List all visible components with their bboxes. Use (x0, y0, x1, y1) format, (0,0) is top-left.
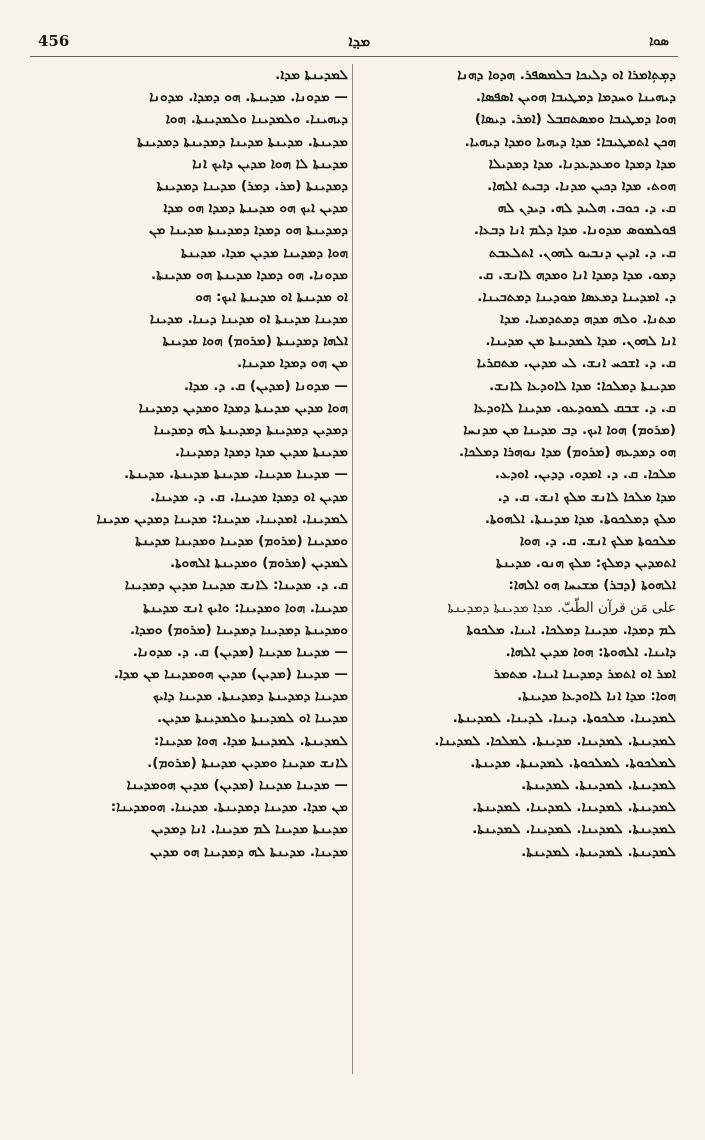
text-line: ܗܘܐ ܕܡܕܝܢܐ ܡܕܝܢ ܡܕܐ. ܡܕܝܢܬܐ (180, 244, 348, 261)
text-line: ܐܠܗܘܬܐ (ܕܒܪ) ܡܫܝܚܐ ܗܘ ܐܠܗܐ: (508, 577, 676, 594)
text-line: ܠܡ ܕܡܕܐ. ܡܕܝܢܐ ܕܡܠܟܐ. ܐܝܢܐ. ܡܠܟܘܬܐ (466, 621, 676, 638)
text-line: ܠܡܕܝܢܐ. ܐܡܕܝܢܐ. ܡܕܝܢܐ: ܡܕܝܢܐ ܕܡܕܝܢ ܡܕܝܢܐ (96, 510, 348, 527)
text-line: ܡܕܝܢܐ. ܡܕܝܢܬܐ ܠܗ ܕܡܕܝܢܐ ܗܘ ܡܕܝܢ (150, 843, 348, 860)
text-line: ܗܘܬ. ܡܕܐ ܕܟܝܢ ܡܕܢܐ. ܕܒܝܬ ܐܠܗܐ. (487, 177, 676, 194)
text-line: ܦܘܠܡܘܣ ܡܕܘܢܐ. ܡܕܐ ܕܠܡ ܐܢܐ ܕܒܥܐ. (473, 222, 676, 239)
text-line: ܡܕܘܢܐ. ܗܘ ܕܡܕܐ ܡܕܝܢܬܐ ܗܘ ܡܕܝܢܬܐ. (151, 266, 348, 283)
text-line: ܡܕܝܢܬܐ. ܡܕܝܢܬܐ ܡܕܝܢܐ ܕܡܕܝܢܬܐ ܕܡܕܝܢܬܐ (137, 133, 348, 150)
text-line: ܡܕܝܢܐ ܡܕܝܢܬܐ ܐܘ ܡܕܝܢܐ ܕܝܢܐ. ܡܕܝܢܐ (149, 311, 348, 328)
text-line: ܩ. ܕ. ܟܘܒ. ܗܠܝܕ ܠܗ. ܕܝܕܢ ܠܗ (497, 200, 676, 217)
text-line: ܗܘܐ: ܡܕܐ ܐܢܐ ܠܐܘܕܥܐ ܡܕܝܢܬܐ. (517, 688, 676, 705)
catchword: ܣܘܐ (649, 33, 669, 49)
text-line: ܕܡܼܬܼܐܡܪܐ ܐܘ ܕܠܝܟܐ ܒܠܡܣܦܪ. ܗܕܘܐ ܕܗܢܐ (457, 67, 676, 83)
text-line: ܐܬܡܕܝܢ ܕܡܠܟ: ܡܠܟ ܗܢܘ. ܡܕܝܢܬܐ (495, 555, 676, 572)
text-line: ܕܡܘ. ܡܕܐ ܕܡܕܐ ܐܢܐ ܘܡܕܗ ܠܐܢܫ. ܩ. (477, 266, 676, 283)
text-line: (ܡܪܘܡ) ܗܘܐ ܐܝܟ. ܕܒ ܡܕܝܢܐ ܡܢ ܡܕܢܚܐ (463, 422, 676, 438)
text-line: ܐܡܪ ܐܘ ܐܬܡܪ ܕܡܕܝܢܐ ܐܝܢܐ. ܡܬܡܪ (493, 666, 676, 683)
text-line: ܡܕܝܢܬܐ ܠܐ ܗܘܐ ܡܕܝܢ ܕܐܝܟ ܐܢܐ (192, 155, 348, 172)
text-line: ܩ. ܕ. ܐܫܟܚ ܐܢܫ. ܠܝ ܡܕܝܢ. ܡܬܩܪܝܐ (476, 355, 676, 372)
text-line: ܠܡܠܟܘܬܐ. ܠܡܠܟܘܬܐ. ܠܡܕܝܢܬܐ. ܡܕܝܢܬܐ. (470, 754, 676, 771)
text-line: ܡܕܝܢ ܐܘ ܕܡܕܐ ܡܕܝܢܐ. ܩ. ܕ. ܡܕܝܢܐ. (150, 488, 348, 505)
left-column (30, 64, 348, 1074)
text-line: ܡܕܝܢܐ ܕܡܕܝܢܬܐ ܕܡܕܝܢܬܐ. ܡܕܝܢܐ ܕܐܝܟ (153, 688, 348, 705)
text-line: ܡܕܝܢ ܐܝܟ ܗܘ ܡܕܝܢܬܐ ܕܡܕܐ ܗܘ ܡܕܐ (163, 200, 348, 217)
text-line: ܗܘ ܕܡܕܥܗ (ܡܪܘܡ) ܡܕܐ ܢܘܗܪܐ ܕܡܠܟܐ. (458, 444, 676, 461)
text-line: ܡܬܢܐ. ܘܠܗ ܡܕܗ ܕܡܬܕܡܝܐ. ܡܕܐ (500, 311, 676, 328)
text-line: ܡܠܟ ܕܡܠܟܘܬܐ. ܡܕܐ ܡܕܝܢܬܐ. ܐܠܗܘܬܐ. (484, 510, 676, 527)
text-line: ܠܡܕܝܢܬܐ. ܠܡܕܝܢܬܐ. ܠܡܕܝܢܬܐ. (521, 777, 676, 793)
text-line: ܕܡܕܝܢܬܐ ܗܘ ܕܡܕܐ ܕܡܕܝܢܬܐ ܡܕܝܢܐ ܡܢ (149, 222, 348, 239)
column-divider (352, 64, 353, 1074)
text-line: ܐܘ ܡܕܝܢܬܐ ܐܘ ܡܕܝܢܬܐ ܐܝܟ: ܗܘ (195, 288, 348, 305)
text-line: ܩ. ܕ. ܫܒܩ ܠܡܘܕܥܘ. ܡܕܝܢܐ ܠܐܘܕܥܐ (473, 399, 676, 416)
text-line: ܘܡܕܝܢܐ (ܡܪܘܡ) ܡܕܝܢܐ ܘܡܕܝܢܐ ܡܕܝܢܬܐ (135, 532, 348, 549)
text-line: — ܡܕܝܢܐ ܡܕܝܢܐ. ܡܕܝܢܬܐ ܡܕܝܢܬܐ. ܡܕܝܢܬܐ. (124, 466, 348, 483)
running-title: ܡܕ݂ܐ (348, 32, 371, 50)
text-line: ܡܢ ܡܕܐ. ܡܕܝܢܐ ܕܡܕܝܢܬܐ. ܡܕܝܢܐ. ܗܘܡܕܝܢܐ: (110, 799, 348, 816)
text-line: ܕܝܗܝܢܐ ܘܚܕܡܐ ܕܡܛܝܒܐ ܗܘܝܢ ܐܣܦܣܐ. (475, 89, 676, 106)
text-line: — ܡܕܘܢܐ (ܡܕܝܢ) ܩ. ܕ. ܡܕܐ. (183, 377, 348, 394)
text-line: ܗܟܢ ܐܬܡܛܝܒܐ: ܡܕܐ ܕܝܗܝܐ ܘܡܕܐ ܕܝܗܝܐ. (464, 133, 676, 150)
text-line: ܗܘܐ ܕܡܛܝܒܐ ܘܡܣܬܩܒܠ (ܐܡܪ. ܕܝܣܐ) (474, 111, 676, 128)
text-line: على مَن قرآن الطّبّ. ܡܕܐ ܡܕܝܢܬܐ ܕܡܕܝܢܬܐ (447, 599, 676, 616)
text-line: ܕܡܕܝܢ ܕܡܕܝܢܬܐ ܕܡܕܝܢܬܐ ܠܗ ܕܡܕܝܢܐ (153, 422, 348, 438)
text-line: ܠܡܕܝܢ (ܡܪܘܡ) ܘܡܕܝܢܬܐ ܐܠܗܘܬܐ. (169, 555, 348, 572)
text-line: ܕܐܝܢܐ. ܐܠܗܘܬܐ: ܗܘܐ ܡܕܝܢ ܐܠܗܐ. (505, 643, 676, 660)
text-line: ܠܡܕܝܢܬܐ. ܠܡܕܝܢܬܐ ܡܕܐ. ܗܘܐ ܡܕܝܢܐ: (153, 732, 348, 749)
page-header (38, 28, 669, 54)
text-line: — ܡܕܝܢܐ ܡܕܝܢܐ (ܡܕܝܢ) ܩ. ܕ. ܡܕܘܢܐ. (132, 643, 348, 660)
text-line: ܡܕܝܢܐ. ܗܘܐ ܘܡܕܝܢܐ: ܘܐܝܟ ܐܢܫ ܡܕܝܢܬܐ (143, 599, 348, 616)
text-line: ܡܕܝܢܬܐ ܡܕܝܢܐ ܠܡ ܡܕܝܢܐ. ܐܢܐ ܕܡܕܝܢ (151, 821, 348, 838)
text-line: ܠܡܕܝܢܐ. ܡܠܟܘܬܐ. ܕܝܢܐ. ܠܕܝܢܐ. ܠܡܕܝܢܬܐ. (452, 710, 676, 727)
text-line: ܘܡܕܝܢܬܐ ܕܡܕܝܢܐ ܕܡܕܝܢܐ (ܡܪܘܡ) ܘܡܕܐ. (130, 621, 348, 638)
page-number: 456 (38, 32, 70, 50)
text-line: ܩ. ܕ. ܐܕܝܢ ܕܢܒܝܘ ܠܗܘܢ. ܐܬܠܥܒܬ (488, 244, 676, 261)
text-line: ܡܕܝܢܐ ܐܘ ܠܡܕܝܢܬܐ ܘܠܡܕܝܢܬܐ ܡܕܝܢ. (156, 710, 348, 727)
text-line: ܩ. ܕ. ܡܕܝܢܐ: ܠܐܢܫ ܡܕܝܢܐ ܡܕܝܢ ܕܡܕܝܢܐ (124, 577, 348, 594)
text-line: ܡܕܝܢܬܐ ܡܕܝܢ ܡܕܐ ܕܡܕܐ ܕܡܕܝܢܐ. (174, 444, 348, 461)
text-line: — ܡܕܝܢܐ ܡܕܝܢܐ (ܡܕܝܢ) ܡܕܝܢ ܗܘܡܕܝܢܐ (126, 777, 348, 793)
text-line: ܕܝܗܝܢܐ. ܘܠܡܕܝܢܐ ܘܠܡܕܝܢܬܐ. ܗܘܐ (165, 111, 348, 128)
text-line: ܠܡܕܝܢܬܐ. ܠܡܕܝܢܬܐ. ܠܡܕܝܢܬܐ. (521, 843, 676, 860)
text-line: ܠܐܢܫ ܡܕܝܢܐ ܘܡܕܝܢ ܡܕܝܢܬܐ (ܡܪܘܡ). (147, 754, 348, 771)
text-line: ܐܢܐ ܠܗܘܢ. ܡܕܐ ܠܡܕܝܢܬܐ ܡܢ ܡܕܝܢܐ. (485, 333, 676, 350)
text-line: ܠܡܕܝܢܬܐ. ܠܡܕܝܢܐ. ܠܡܕܝܢܐ. ܠܡܕܝܢܬܐ. (472, 821, 676, 838)
text-line: — ܡܕܘܢܐ. ܡܕܝܢܬܐ. ܗܘ ܕܡܕܐ. ܡܕܘܢܐ (149, 89, 348, 106)
text-line: ܡܠܟܐ. ܩ. ܕ. ܐܡܕܘ. ܕܕܝܢ. ܐܘܕܥ. (494, 466, 676, 483)
text-line: ܡܕܐ ܡܠܟܐ ܠܐܢܫ ܡܠܟ ܐܢܫ. ܩ. ܕ. (497, 488, 676, 505)
text-line: ܕ. ܐܡܕܝܢܐ ܕܡܥܣܐ ܡܘܕܝܢܐ ܕܡܬܒܝܢܐ. (477, 288, 676, 305)
text-line: ܐܠܗܐ ܕܡܕܝܢܬܐ (ܡܪܘܡ) ܗܘܐ ܡܕܝܢܬܐ (162, 333, 348, 350)
text-line: ܡܕܝܢܬܐ ܕܡܠܟܐ: ܡܕܐ ܠܐܘܕܥܐ ܠܐܢܫ. (489, 377, 676, 394)
text-line: ܡܢ ܗܘ ܕܡܕܐ ܡܕܝܢܐ. (237, 355, 348, 372)
text-line: — ܡܕܝܢܐ (ܡܕܝܢ) ܡܕܝܢ ܗܘܡܕܝܢܐ ܡܢ ܡܕܐ. (113, 666, 348, 683)
text-line: ܠܡܕܝܢܬܐ ܡܕܐ. (275, 67, 348, 83)
text-line: ܕܡܕܝܢܬܐ (ܡܪ. ܕܡܪ) ܡܕܝܢܐ ܕܡܕܝܢܬܐ (156, 177, 348, 194)
header-rule (30, 56, 678, 57)
text-line: ܠܡܕܝܢܬܐ. ܠܡܕܝܢܐ. ܠܡܕܝܢܐ. ܠܡܕܝܢܬܐ. (472, 799, 676, 816)
right-column (358, 64, 676, 1074)
text-line: ܗܘܐ ܡܕܝܢ ܡܕܝܢܬܐ ܕܡܕܐ ܘܡܕܝܢ ܕܡܕܝܢܐ (138, 399, 348, 416)
text-line: ܠܡܕܝܢܬܐ. ܠܡܕܝܢܐ. ܡܕܝܢܬܐ. ܠܡܠܟܐ. ܠܡܕܝܢܐ. (434, 732, 676, 749)
text-line: ܡܕܐ ܕܡܕܐ ܘܡܥܕܥܕܢܐ. ܡܕܐ ܕܡܕܝܠܐ (488, 155, 676, 172)
text-line: ܡܠܟܘܬܐ ܡܠܟ ܐܢܫ. ܩ. ܕ. ܗܘܐ (519, 532, 676, 549)
